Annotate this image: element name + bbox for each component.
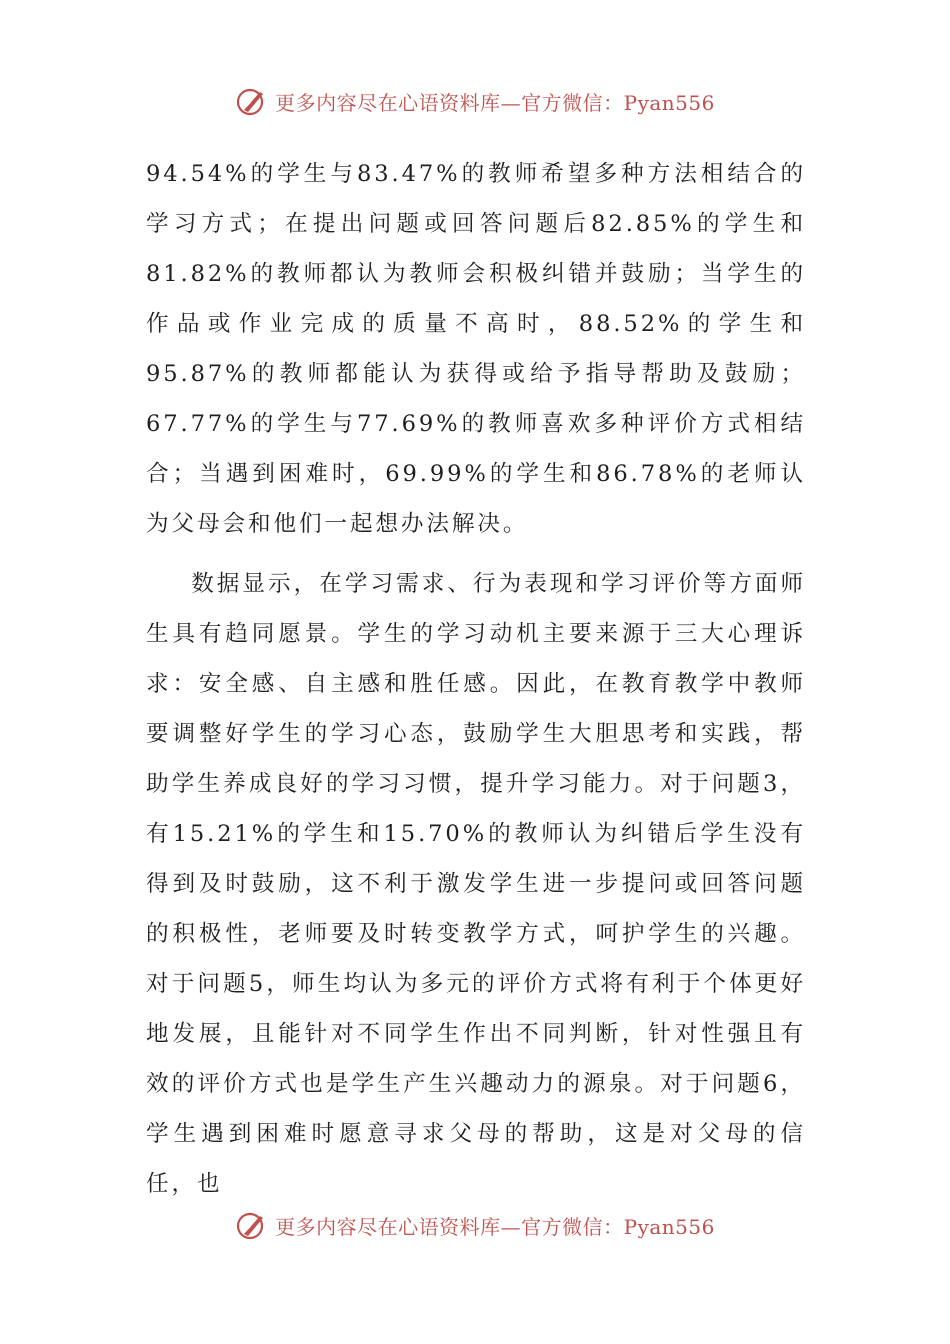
pen-circle-icon bbox=[235, 84, 269, 118]
paragraph-1: 94.54%的学生与83.47%的教师希望多种方法相结合的学习方式；在提出问题或回答问题后82.85%的学生和81.82%的教师都认为教师会积极纠错并鼓励；当学生的作品或作业完成的质量不高时，88.52%的学生和95.87%的教师都能认为获得或给予指导帮助及鼓励；67.77%的学生与77.69%的教师喜欢多种评价方式相结合；当遇到困难时，69.99%的学生和86.78%的老师认为父母会和他们一起想办法解决。 bbox=[146, 161, 806, 537]
footer-banner bbox=[0, 1208, 950, 1242]
paragraph-2: 数据显示，在学习需求、行为表现和学习评价等方面师生具有趋同愿景。学生的学习动机主要来源于三大心理诉求：安全感、自主感和胜任感。因此，在教育教学中教师要调整好学生的学习心态，鼓励学生大胆思考和实践，帮助学生养成良好的学习习惯，提升学习能力。对于问题3，有15.21%的学生和15.70%的教师认为纠错后学生没有得到及时鼓励，这不利于激发学生进一步提问或回答问题的积极性，老师要及时转变教学方式，呵护学生的兴趣。对于问题5，师生均认为多元的评价方式将有利于个体更好地发展，且能针对不同学生作出不同判断，针对性强且有效的评价方式也是学生产生兴趣动力的源泉。对于问题6，学生遇到困难时愿意寻求父母的帮助，这是对父母的信任，也 bbox=[146, 571, 806, 1197]
pen-circle-icon bbox=[235, 1208, 269, 1242]
header-banner bbox=[0, 84, 950, 118]
footer-banner-text: 更多内容尽在心语资料库—官方微信：Pyan556 bbox=[275, 1214, 715, 1239]
header-banner-text: 更多内容尽在心语资料库—官方微信：Pyan556 bbox=[275, 90, 715, 115]
document-body bbox=[146, 149, 806, 1209]
